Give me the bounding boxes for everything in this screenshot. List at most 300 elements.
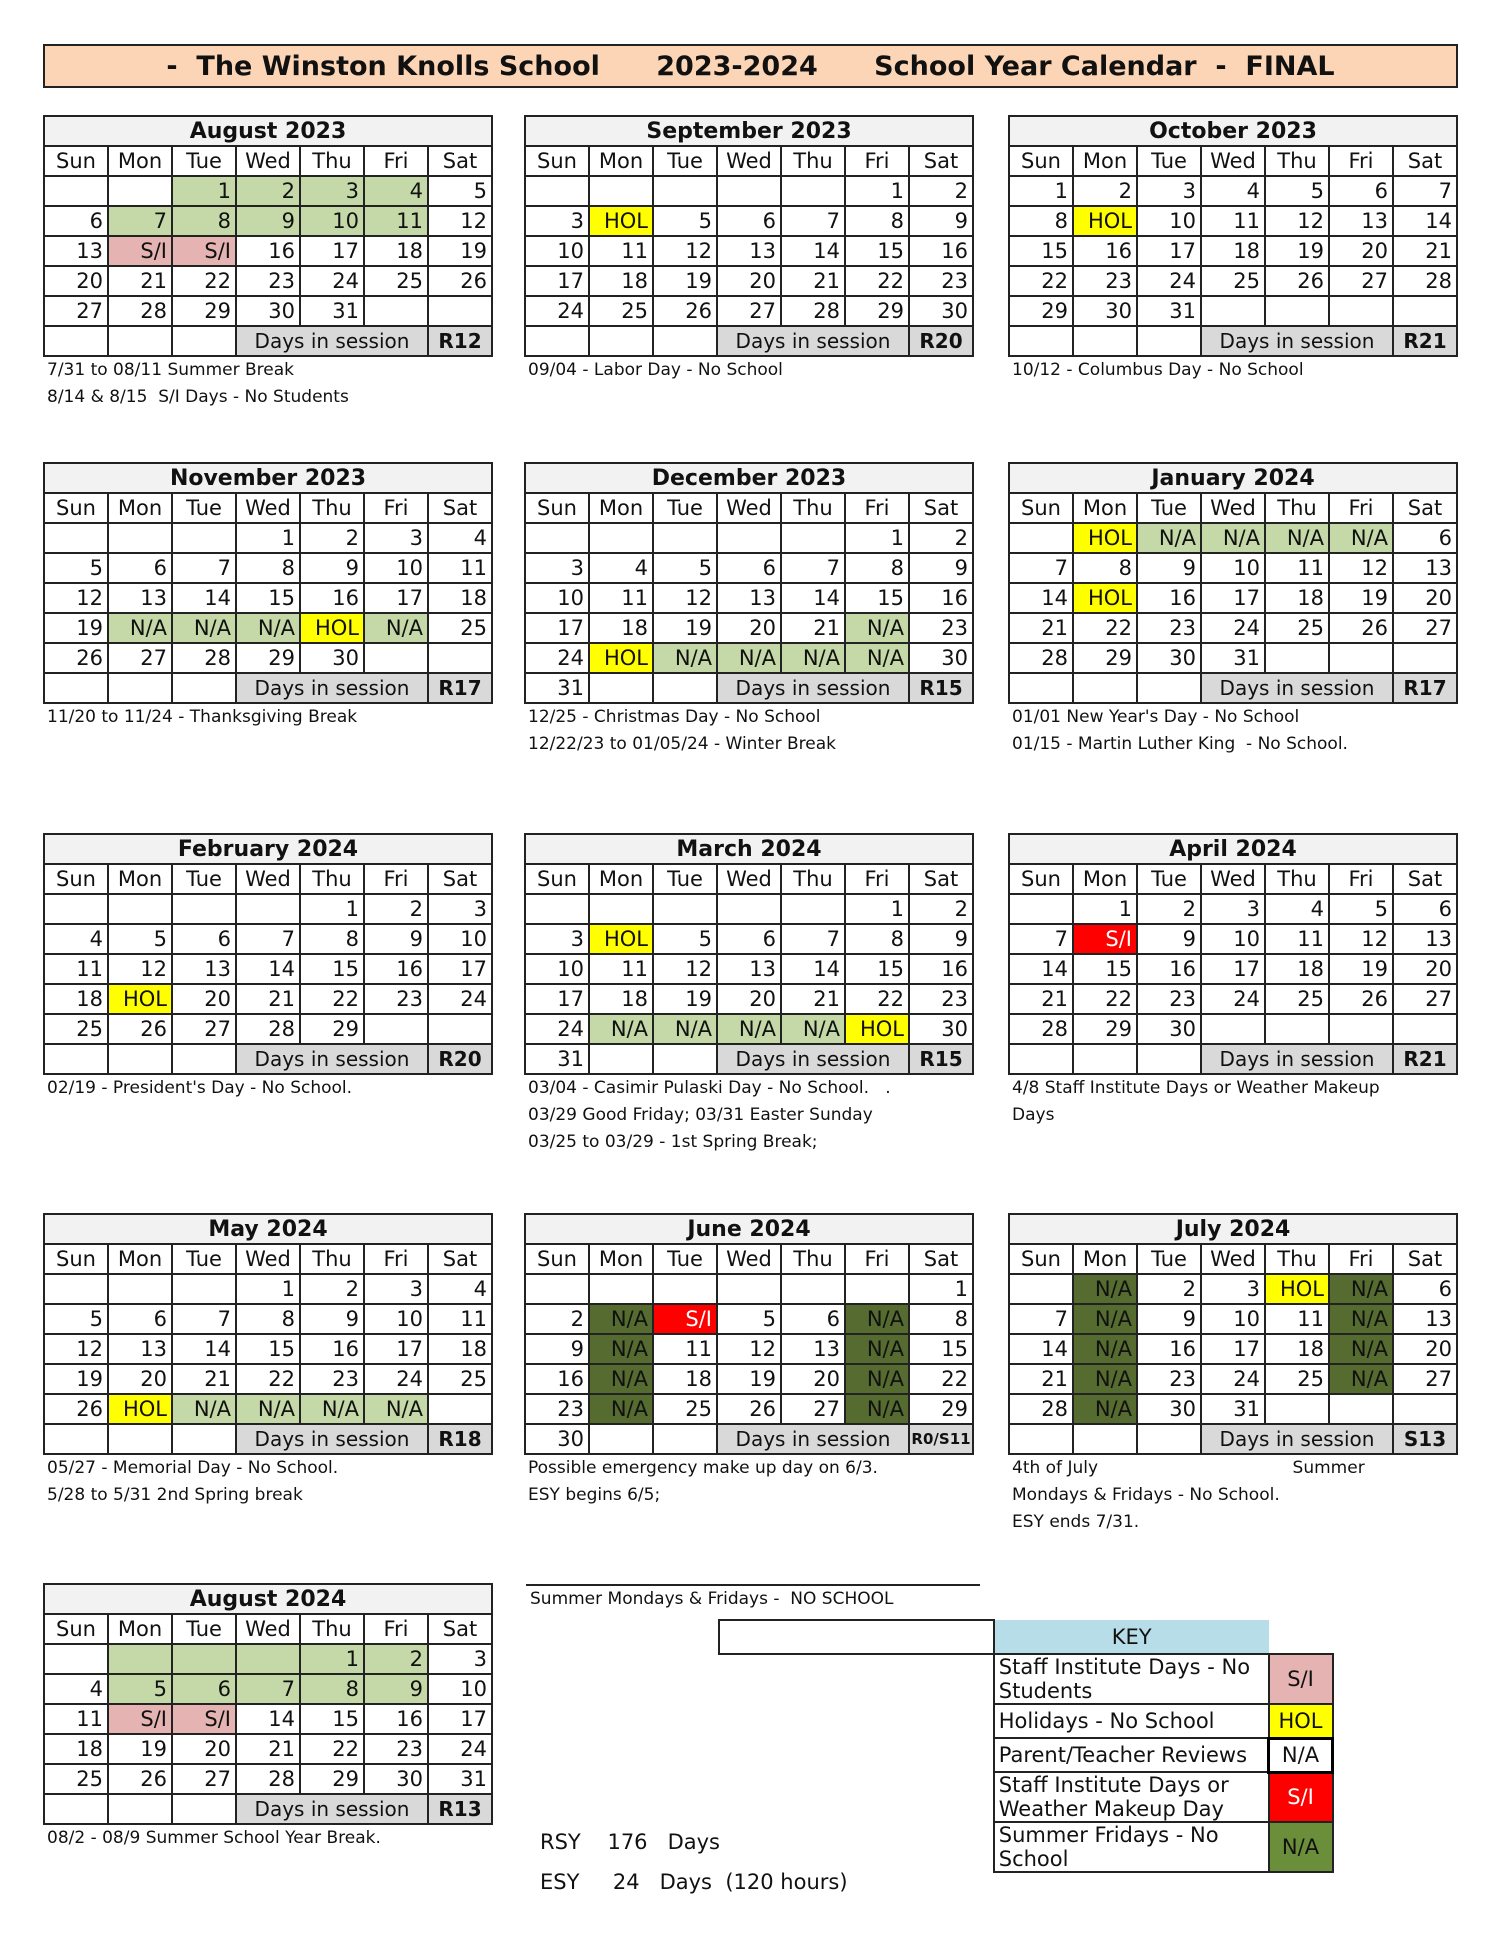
day-cell (44, 1794, 108, 1824)
day-cell: 17 (300, 236, 364, 266)
day-cell: 23 (909, 984, 973, 1014)
day-cell: N/A (845, 643, 909, 673)
day-cell: 15 (1009, 236, 1073, 266)
day-cell: 11 (1265, 1304, 1329, 1334)
day-cell: 5 (44, 553, 108, 583)
month-calendar (43, 462, 493, 731)
day-of-week-header: Mon (589, 1244, 653, 1274)
day-cell (108, 1644, 172, 1674)
month-note: 01/15 - Martin Luther King - No School. (1012, 734, 1348, 754)
day-cell: 30 (909, 296, 973, 326)
day-of-week-header: Tue (1137, 146, 1201, 176)
day-cell: 3 (428, 1644, 492, 1674)
month-note: 01/01 New Year's Day - No School (1012, 707, 1300, 727)
day-cell (172, 326, 236, 356)
day-cell: HOL (845, 1014, 909, 1044)
day-cell: 12 (653, 954, 717, 984)
day-cell (717, 1274, 781, 1304)
day-cell (717, 176, 781, 206)
day-cell: 8 (172, 206, 236, 236)
day-cell: 20 (44, 266, 108, 296)
day-cell: 6 (108, 553, 172, 583)
day-cell: N/A (364, 1394, 428, 1424)
day-cell: N/A (589, 1394, 653, 1424)
day-of-week-header: Mon (108, 1244, 172, 1274)
day-cell: 7 (236, 924, 300, 954)
day-cell: 4 (1201, 176, 1265, 206)
day-cell: N/A (1329, 1334, 1393, 1364)
day-cell: 29 (172, 296, 236, 326)
day-cell: 21 (172, 1364, 236, 1394)
day-cell: 7 (172, 553, 236, 583)
day-cell (172, 1794, 236, 1824)
day-of-week-header: Wed (236, 864, 300, 894)
day-cell: 5 (717, 1304, 781, 1334)
day-cell: 11 (44, 1704, 108, 1734)
day-cell: 20 (1393, 954, 1457, 984)
day-of-week-header: Wed (717, 493, 781, 523)
day-cell: 3 (364, 523, 428, 553)
day-cell: 25 (428, 1364, 492, 1394)
day-cell: 12 (428, 206, 492, 236)
day-cell: 16 (1137, 1334, 1201, 1364)
days-in-session-label: Days in session (717, 1424, 909, 1454)
day-cell (1137, 1424, 1201, 1454)
day-cell: 30 (364, 1764, 428, 1794)
day-cell: 7 (108, 206, 172, 236)
key-swatch-na: N/A (1269, 1738, 1333, 1772)
day-cell (108, 1424, 172, 1454)
day-cell (428, 643, 492, 673)
day-cell: 20 (1329, 236, 1393, 266)
day-of-week-header: Thu (300, 493, 364, 523)
day-cell (108, 176, 172, 206)
day-cell: 5 (653, 206, 717, 236)
day-cell: S/I (108, 236, 172, 266)
day-cell: 7 (1009, 553, 1073, 583)
day-cell: 29 (236, 643, 300, 673)
day-cell: 6 (44, 206, 108, 236)
day-cell (364, 1014, 428, 1044)
day-cell: 8 (1073, 553, 1137, 583)
day-of-week-header: Tue (1137, 493, 1201, 523)
day-cell: 17 (525, 613, 589, 643)
month-note: 12/25 - Christmas Day - No School (528, 707, 821, 727)
day-cell: 8 (845, 206, 909, 236)
day-of-week-header: Mon (108, 493, 172, 523)
day-of-week-header: Sun (44, 146, 108, 176)
day-cell: 21 (1009, 1364, 1073, 1394)
day-cell: 10 (1201, 553, 1265, 583)
day-cell: 11 (428, 1304, 492, 1334)
month-note: Days (1012, 1105, 1055, 1125)
day-of-week-header: Tue (1137, 864, 1201, 894)
day-cell (653, 1274, 717, 1304)
day-cell: 15 (236, 583, 300, 613)
day-cell: 2 (1073, 176, 1137, 206)
day-cell: 11 (589, 954, 653, 984)
day-cell: N/A (236, 1394, 300, 1424)
day-cell: 16 (1137, 583, 1201, 613)
day-cell (172, 894, 236, 924)
day-cell (1009, 894, 1073, 924)
day-cell: 25 (44, 1764, 108, 1794)
day-cell: 24 (364, 1364, 428, 1394)
day-cell: N/A (1329, 1364, 1393, 1394)
day-of-week-header: Tue (653, 146, 717, 176)
day-cell: 10 (525, 954, 589, 984)
day-cell: 3 (428, 894, 492, 924)
session-code: R15 (909, 673, 973, 703)
day-cell: 24 (525, 643, 589, 673)
month-title: August 2024 (44, 1584, 492, 1614)
day-cell: 9 (909, 206, 973, 236)
day-cell: 2 (909, 894, 973, 924)
day-cell (525, 1274, 589, 1304)
day-cell: 23 (909, 266, 973, 296)
day-cell (589, 326, 653, 356)
days-in-session-label: Days in session (236, 1424, 428, 1454)
day-cell: 17 (1201, 583, 1265, 613)
day-cell: 23 (909, 613, 973, 643)
day-cell: 19 (653, 613, 717, 643)
day-cell: 10 (300, 206, 364, 236)
day-cell: 22 (236, 1364, 300, 1394)
day-of-week-header: Wed (1201, 1244, 1265, 1274)
day-cell: 2 (909, 523, 973, 553)
month-note: 12/22/23 to 01/05/24 - Winter Break (528, 734, 836, 754)
day-cell: 5 (108, 1674, 172, 1704)
day-cell: 8 (236, 553, 300, 583)
day-cell: 6 (1393, 1274, 1457, 1304)
day-cell (1009, 1424, 1073, 1454)
day-of-week-header: Thu (781, 146, 845, 176)
day-cell: 13 (172, 954, 236, 984)
day-cell (653, 1044, 717, 1074)
day-of-week-header: Sat (428, 1614, 492, 1644)
day-cell (1393, 296, 1457, 326)
month-calendar (1008, 115, 1458, 384)
day-cell: 26 (108, 1014, 172, 1044)
day-cell: 1 (909, 1274, 973, 1304)
day-cell: 8 (909, 1304, 973, 1334)
day-cell: 8 (300, 924, 364, 954)
day-cell: 3 (300, 176, 364, 206)
day-cell: 29 (300, 1014, 364, 1044)
day-cell: 20 (172, 1734, 236, 1764)
day-cell (108, 326, 172, 356)
day-cell: 24 (428, 1734, 492, 1764)
day-cell: 2 (364, 894, 428, 924)
day-cell (1329, 1394, 1393, 1424)
day-cell: 23 (1137, 613, 1201, 643)
day-cell: 30 (525, 1424, 589, 1454)
day-cell (717, 894, 781, 924)
day-cell: S/I (653, 1304, 717, 1334)
day-cell: 4 (1265, 894, 1329, 924)
day-cell: 7 (1009, 924, 1073, 954)
day-cell: 18 (428, 583, 492, 613)
day-cell (1009, 523, 1073, 553)
day-cell: 7 (236, 1674, 300, 1704)
day-cell: 15 (845, 954, 909, 984)
day-of-week-header: Wed (717, 146, 781, 176)
days-in-session-label: Days in session (717, 1044, 909, 1074)
day-of-week-header: Fri (364, 864, 428, 894)
day-of-week-header: Sat (428, 493, 492, 523)
day-cell: 2 (364, 1644, 428, 1674)
day-cell: 7 (1393, 176, 1457, 206)
month-note: 02/19 - President's Day - No School. (47, 1078, 353, 1098)
day-cell: 13 (717, 236, 781, 266)
day-cell: 2 (1137, 1274, 1201, 1304)
day-cell: 2 (236, 176, 300, 206)
key-title: KEY (994, 1620, 1269, 1654)
key-label: Holidays - No School (994, 1704, 1269, 1738)
month-note: ESY ends 7/31. (1012, 1512, 1140, 1532)
day-cell: 10 (364, 1304, 428, 1334)
day-cell: N/A (845, 1334, 909, 1364)
day-cell: 8 (236, 1304, 300, 1334)
day-cell: 25 (364, 266, 428, 296)
day-cell: 17 (428, 1704, 492, 1734)
day-cell: 20 (1393, 583, 1457, 613)
day-cell: 12 (717, 1334, 781, 1364)
day-cell: 29 (909, 1394, 973, 1424)
days-in-session-label: Days in session (1201, 673, 1393, 703)
day-cell: 1 (236, 523, 300, 553)
day-cell: 25 (1265, 984, 1329, 1014)
day-cell: 6 (1329, 176, 1393, 206)
day-cell: 15 (845, 583, 909, 613)
total-count: 176 (607, 1830, 648, 1854)
total-esy (540, 1870, 848, 1894)
day-cell: 19 (1265, 236, 1329, 266)
day-cell: 28 (172, 643, 236, 673)
calendar-title: - The Winston Knolls School 2023-2024 School Year Calendar - FINAL (43, 44, 1458, 88)
month-title: April 2024 (1009, 834, 1457, 864)
day-cell (1073, 1424, 1137, 1454)
day-of-week-header: Wed (236, 146, 300, 176)
day-cell (44, 1644, 108, 1674)
day-cell: N/A (845, 1304, 909, 1334)
session-code: S13 (1393, 1424, 1457, 1454)
day-cell (1009, 326, 1073, 356)
day-cell: 24 (1201, 613, 1265, 643)
day-cell: 28 (236, 1764, 300, 1794)
day-cell: 13 (717, 954, 781, 984)
day-cell: 9 (1137, 1304, 1201, 1334)
day-cell (1393, 1014, 1457, 1044)
day-cell: 10 (525, 236, 589, 266)
day-cell: 21 (1009, 984, 1073, 1014)
day-cell: 12 (653, 583, 717, 613)
day-cell: 19 (108, 1734, 172, 1764)
day-cell: 6 (717, 924, 781, 954)
divider-line (526, 1584, 980, 1586)
day-cell: 26 (44, 1394, 108, 1424)
day-cell: 14 (236, 954, 300, 984)
day-cell: 5 (653, 553, 717, 583)
day-cell: 11 (428, 553, 492, 583)
day-of-week-header: Sat (428, 146, 492, 176)
day-cell: 12 (108, 954, 172, 984)
day-cell: 21 (781, 613, 845, 643)
day-cell: HOL (108, 1394, 172, 1424)
day-cell: 11 (589, 236, 653, 266)
session-code: R21 (1393, 326, 1457, 356)
day-of-week-header: Thu (300, 146, 364, 176)
total-unit: Days (667, 1830, 720, 1854)
day-cell (781, 894, 845, 924)
month-calendar (43, 1213, 493, 1509)
day-cell: 14 (236, 1704, 300, 1734)
day-cell: 24 (525, 296, 589, 326)
day-cell: 1 (1073, 894, 1137, 924)
day-cell: 13 (717, 583, 781, 613)
day-cell: 8 (300, 1674, 364, 1704)
day-cell: 10 (525, 583, 589, 613)
day-cell: 19 (653, 266, 717, 296)
day-cell: 2 (525, 1304, 589, 1334)
day-cell: 23 (300, 1364, 364, 1394)
day-cell: 26 (428, 266, 492, 296)
day-of-week-header: Wed (236, 1244, 300, 1274)
day-cell: 20 (717, 984, 781, 1014)
day-of-week-header: Mon (589, 864, 653, 894)
day-of-week-header: Thu (300, 864, 364, 894)
day-cell: 9 (364, 1674, 428, 1704)
day-cell (589, 523, 653, 553)
day-cell: 16 (300, 1334, 364, 1364)
day-cell: 15 (1073, 954, 1137, 984)
day-cell: 16 (1137, 954, 1201, 984)
day-cell: 13 (1393, 553, 1457, 583)
day-cell: 23 (1137, 1364, 1201, 1394)
month-note: 8/14 & 8/15 S/I Days - No Students (47, 387, 349, 407)
day-cell: 27 (1393, 613, 1457, 643)
day-cell (653, 1424, 717, 1454)
day-cell: 17 (525, 266, 589, 296)
day-of-week-header: Sun (525, 146, 589, 176)
day-cell: N/A (236, 613, 300, 643)
month-note: 10/12 - Columbus Day - No School (1012, 360, 1304, 380)
day-cell (589, 176, 653, 206)
day-cell (653, 326, 717, 356)
day-cell: 6 (172, 924, 236, 954)
day-cell: 30 (1137, 1014, 1201, 1044)
day-cell (428, 1394, 492, 1424)
day-cell (44, 894, 108, 924)
day-of-week-header: Wed (717, 1244, 781, 1274)
day-cell: 9 (364, 924, 428, 954)
day-cell: 13 (781, 1334, 845, 1364)
day-cell: N/A (108, 613, 172, 643)
month-calendar (43, 833, 493, 1102)
day-cell: 12 (44, 1334, 108, 1364)
day-cell (653, 523, 717, 553)
day-cell: 16 (364, 1704, 428, 1734)
day-cell: 27 (172, 1764, 236, 1794)
day-cell (1393, 643, 1457, 673)
day-cell (44, 1044, 108, 1074)
day-cell: 29 (1073, 643, 1137, 673)
day-cell (525, 326, 589, 356)
session-code: R18 (428, 1424, 492, 1454)
day-cell: 11 (1201, 206, 1265, 236)
month-note: 4th of July Summer (1012, 1458, 1365, 1478)
day-of-week-header: Sun (525, 1244, 589, 1274)
day-cell: 21 (1393, 236, 1457, 266)
day-cell: 31 (525, 1044, 589, 1074)
day-cell: 6 (717, 553, 781, 583)
day-cell: 25 (589, 296, 653, 326)
day-of-week-header: Tue (653, 1244, 717, 1274)
month-note: 09/04 - Labor Day - No School (528, 360, 783, 380)
day-of-week-header: Sat (1393, 146, 1457, 176)
day-cell: 21 (1009, 613, 1073, 643)
day-cell (1201, 1014, 1265, 1044)
days-in-session-label: Days in session (717, 673, 909, 703)
key-label: Staff Institute Days - No Students (994, 1654, 1269, 1704)
day-cell: 2 (909, 176, 973, 206)
day-cell: 25 (1265, 613, 1329, 643)
day-cell: 7 (781, 924, 845, 954)
day-cell: 30 (236, 296, 300, 326)
month-note: 03/04 - Casimir Pulaski Day - No School. . (528, 1078, 891, 1098)
day-of-week-header: Sat (1393, 864, 1457, 894)
day-of-week-header: Thu (781, 493, 845, 523)
day-cell: 11 (44, 954, 108, 984)
day-cell: 12 (44, 583, 108, 613)
day-cell: 24 (1137, 266, 1201, 296)
day-cell: N/A (589, 1014, 653, 1044)
day-cell (44, 176, 108, 206)
day-cell: 10 (428, 1674, 492, 1704)
day-of-week-header: Sat (909, 493, 973, 523)
day-cell: N/A (589, 1364, 653, 1394)
day-of-week-header: Sun (1009, 493, 1073, 523)
day-cell: 19 (653, 984, 717, 1014)
day-cell (172, 1044, 236, 1074)
day-cell: 16 (909, 236, 973, 266)
day-cell: 22 (172, 266, 236, 296)
day-cell (589, 1424, 653, 1454)
day-of-week-header: Fri (364, 146, 428, 176)
day-cell: N/A (717, 1014, 781, 1044)
day-cell: 10 (1201, 1304, 1265, 1334)
day-cell: 15 (300, 1704, 364, 1734)
day-cell: 3 (1201, 894, 1265, 924)
month-calendar (524, 462, 974, 758)
session-code: R12 (428, 326, 492, 356)
day-cell (1265, 643, 1329, 673)
session-code: R15 (909, 1044, 973, 1074)
total-rsy (540, 1830, 720, 1854)
day-cell: 14 (1009, 583, 1073, 613)
day-of-week-header: Sat (1393, 493, 1457, 523)
summer-note: Summer Mondays & Fridays - NO SCHOOL (530, 1589, 894, 1609)
day-cell: 14 (1009, 1334, 1073, 1364)
day-cell: 19 (44, 1364, 108, 1394)
day-cell: N/A (845, 613, 909, 643)
total-label: ESY (540, 1870, 580, 1894)
key-swatch-makeup: S/I (1269, 1772, 1333, 1822)
day-cell: 18 (653, 1364, 717, 1394)
day-cell: 5 (1265, 176, 1329, 206)
day-cell (236, 1644, 300, 1674)
day-cell: 31 (1201, 643, 1265, 673)
